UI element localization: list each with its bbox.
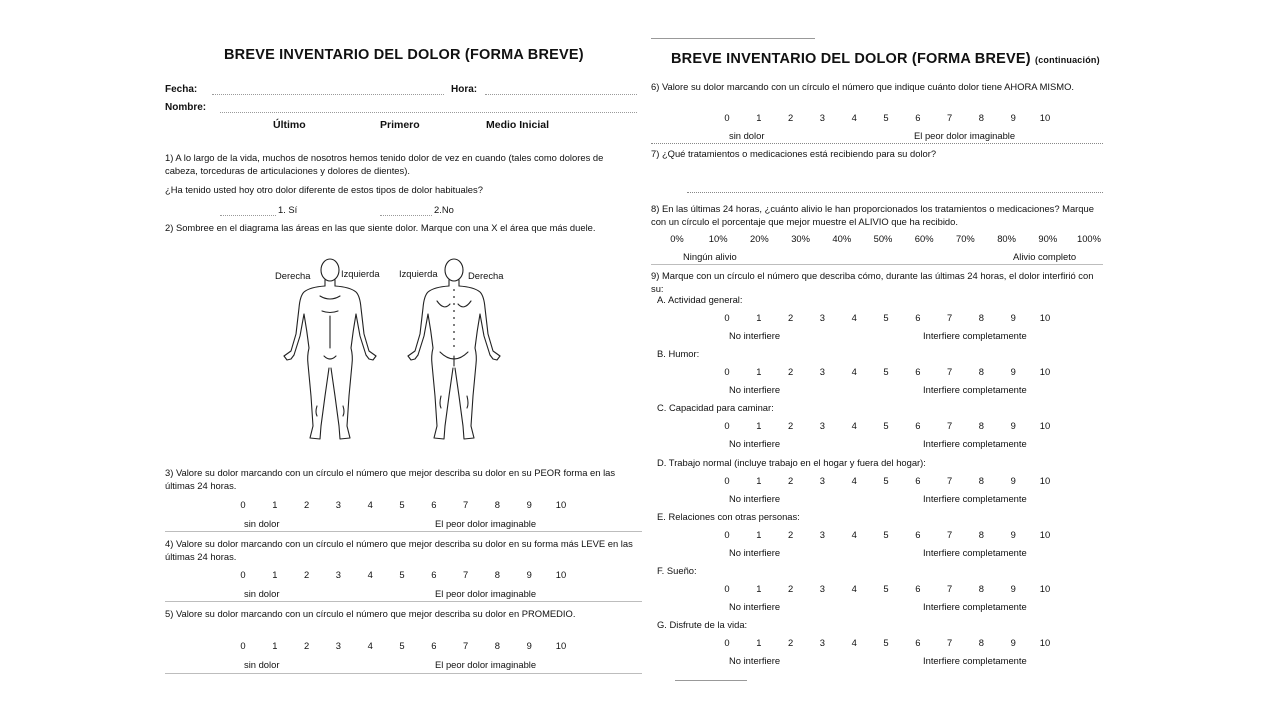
divider xyxy=(165,673,642,674)
scale-option-7[interactable]: 7 xyxy=(946,312,953,323)
divider xyxy=(651,264,1103,265)
scale-option-7[interactable]: 7 xyxy=(946,420,953,432)
divider xyxy=(651,143,1103,144)
scale-option-1[interactable]: 1 xyxy=(272,640,278,651)
scale-option-10[interactable]: 10 xyxy=(1039,474,1051,486)
scale-option-6[interactable]: 6 xyxy=(915,112,921,123)
scale-option-10[interactable]: 10 xyxy=(1039,583,1051,594)
left-page xyxy=(160,0,642,720)
right-page xyxy=(647,0,1107,720)
q3-pain-scale[interactable] xyxy=(240,499,567,511)
scale-option-3[interactable]: 3 xyxy=(819,112,825,123)
scale-option-3[interactable]: 3 xyxy=(819,528,825,540)
scale-option-1[interactable]: 1 xyxy=(272,499,278,510)
q9-item-label: C. Capacidad para caminar: xyxy=(657,402,774,414)
scale-option-1[interactable]: 1 xyxy=(756,528,762,540)
q9-item-label: G. Disfrute de la vida: xyxy=(657,619,748,631)
scale-option-8[interactable]: 8 xyxy=(978,474,984,486)
scale-option-3[interactable]: 3 xyxy=(335,569,341,580)
name-part-middle: Medio Inicial xyxy=(486,119,550,131)
scale-option-8[interactable]: 8 xyxy=(978,366,984,378)
scale-option-6[interactable]: 6 xyxy=(431,569,437,580)
scale-option-7[interactable]: 7 xyxy=(946,528,953,540)
q7-answer-line[interactable] xyxy=(687,192,1103,193)
scale-option-2[interactable]: 2 xyxy=(787,420,794,432)
top-rule xyxy=(651,38,815,39)
scale-option-2[interactable]: 2 xyxy=(787,637,794,649)
scale-option-5[interactable]: 5 xyxy=(883,474,889,486)
scale-option-2[interactable]: 2 xyxy=(303,640,310,651)
scale-option-1[interactable]: 1 xyxy=(756,366,762,378)
scale-option-2[interactable]: 2 xyxy=(303,499,310,510)
q9-anchor-min: No interfiere xyxy=(729,546,781,558)
q9-interference-scale[interactable] xyxy=(724,583,1051,595)
q9-anchor-min: No interfiere xyxy=(729,330,781,341)
q1-yes-blank[interactable] xyxy=(220,215,276,216)
q4-anchor-min: sin dolor xyxy=(244,588,280,599)
q9-anchor-max: Interfiere completamente xyxy=(923,546,1027,558)
scale-option-2[interactable]: 2 xyxy=(787,312,794,323)
q9-anchor-max: Interfiere completamente xyxy=(923,655,1027,667)
scale-option-8[interactable]: 8 xyxy=(978,583,984,594)
q9-interference-scale[interactable] xyxy=(724,366,1051,378)
scale-option-9[interactable]: 9 xyxy=(1010,112,1016,123)
scale-option-8[interactable]: 8 xyxy=(978,420,984,432)
page-title-suffix: (continuación) xyxy=(1035,55,1100,65)
q4-anchor-max: El peor dolor imaginable xyxy=(435,588,537,599)
scale-option-9[interactable]: 9 xyxy=(526,569,532,580)
scale-option-5[interactable]: 5 xyxy=(399,499,405,510)
page-title-continued xyxy=(671,51,1100,67)
page-title-text: BREVE INVENTARIO DEL DOLOR (FORMA BREVE) xyxy=(671,51,1031,67)
scale-option-4[interactable]: 4 xyxy=(367,569,373,580)
front-label-left: Izquierda xyxy=(341,268,380,279)
scale-option-7[interactable]: 7 xyxy=(946,474,953,486)
q9-anchor-min: No interfiere xyxy=(729,384,781,396)
q1-option-yes[interactable]: 1. Sí xyxy=(278,204,298,215)
percent-option[interactable]: 0% xyxy=(670,233,684,244)
scale-option-8[interactable]: 8 xyxy=(494,499,500,510)
q6-text: 6) Valore su dolor marcando con un círculo el número que indique cuánto dolor tiene AHORA MISMO. xyxy=(651,81,1074,92)
q9-interference-scale[interactable] xyxy=(724,420,1051,432)
scale-option-3[interactable]: 3 xyxy=(819,583,825,594)
scale-option-6[interactable]: 6 xyxy=(915,420,921,432)
q5-text: 5) Valore su dolor marcando con un círculo el número que mejor describa su dolor en PROMEDIO. xyxy=(165,608,576,619)
scale-option-0[interactable]: 0 xyxy=(724,474,730,486)
scale-option-4[interactable]: 4 xyxy=(851,312,857,323)
scale-option-0[interactable]: 0 xyxy=(240,569,246,580)
percent-option[interactable]: 50% xyxy=(873,233,893,244)
q9-item-label: D. Trabajo normal (incluye trabajo en el hogar y fuera del hogar): xyxy=(657,456,926,468)
scale-option-0[interactable]: 0 xyxy=(240,499,246,510)
date-field[interactable] xyxy=(212,94,444,95)
scale-option-10[interactable]: 10 xyxy=(1039,112,1051,123)
page-title: BREVE INVENTARIO DEL DOLOR (FORMA BREVE) xyxy=(224,47,584,63)
back-label-right: Derecha xyxy=(468,270,504,281)
scale-option-5[interactable]: 5 xyxy=(883,420,889,432)
scale-option-3[interactable]: 3 xyxy=(819,366,825,378)
time-field[interactable] xyxy=(485,94,637,95)
scale-option-6[interactable]: 6 xyxy=(915,474,921,486)
percent-option[interactable]: 10% xyxy=(708,233,728,244)
scale-option-3[interactable]: 3 xyxy=(335,499,341,510)
divider xyxy=(165,531,642,532)
q9-interference-scale[interactable] xyxy=(724,474,1051,487)
q1-no-blank[interactable] xyxy=(380,215,432,216)
scale-option-3[interactable]: 3 xyxy=(819,420,825,432)
body-back-diagram[interactable] xyxy=(404,256,504,448)
scale-option-3[interactable]: 3 xyxy=(335,640,341,651)
scale-option-5[interactable]: 5 xyxy=(883,312,889,323)
scale-option-6[interactable]: 6 xyxy=(431,640,437,651)
q9-item-label: A. Actividad general: xyxy=(657,294,743,305)
q5-pain-scale[interactable] xyxy=(240,640,567,652)
scale-option-3[interactable]: 3 xyxy=(819,312,825,323)
scale-option-4[interactable]: 4 xyxy=(851,420,857,432)
front-label-right: Derecha xyxy=(275,270,311,281)
scale-option-0[interactable]: 0 xyxy=(240,640,246,651)
q9-anchor-max: Interfiere completamente xyxy=(923,330,1027,341)
scale-option-10[interactable]: 10 xyxy=(1039,312,1051,323)
divider xyxy=(165,601,642,602)
scale-option-8[interactable]: 8 xyxy=(978,528,984,540)
scale-option-10[interactable]: 10 xyxy=(1039,528,1051,540)
q3-anchor-min: sin dolor xyxy=(244,518,280,529)
q9-item-label: F. Sueño: xyxy=(657,565,697,576)
scale-option-4[interactable]: 4 xyxy=(851,474,857,486)
q9-anchor-max: Interfiere completamente xyxy=(923,492,1027,504)
q9-anchor-min: No interfiere xyxy=(729,655,781,667)
scale-option-6[interactable]: 6 xyxy=(915,312,921,323)
scale-option-1[interactable]: 1 xyxy=(272,569,278,580)
scale-option-5[interactable]: 5 xyxy=(883,637,889,649)
q9-interference-scale[interactable] xyxy=(724,637,1051,649)
percent-option[interactable]: 60% xyxy=(914,233,934,244)
name-part-first: Primero xyxy=(380,119,420,131)
scale-option-9[interactable]: 9 xyxy=(1010,420,1016,432)
percent-option[interactable]: 90% xyxy=(1038,233,1058,244)
q8-text: 8) En las últimas 24 horas, ¿cuánto alivio le han proporcionados los tratamientos o medicaciones? Marque con un círculo el porcentaje que mejor muestre el ALIVIO que ha recibido. xyxy=(651,203,1094,227)
scale-option-10[interactable]: 10 xyxy=(1039,366,1051,378)
scale-option-9[interactable]: 9 xyxy=(1010,474,1016,486)
scale-option-9[interactable]: 9 xyxy=(1010,637,1016,649)
q9-interference-scale[interactable] xyxy=(724,528,1051,541)
scale-option-5[interactable]: 5 xyxy=(883,112,889,123)
scale-option-1[interactable]: 1 xyxy=(756,583,762,594)
scale-option-8[interactable]: 8 xyxy=(978,637,984,649)
scale-option-9[interactable]: 9 xyxy=(526,499,532,510)
scale-option-0[interactable]: 0 xyxy=(724,420,730,432)
q2-text: 2) Sombree en el diagrama las áreas en las que siente dolor. Marque con una X el área que más duele. xyxy=(165,222,596,233)
scale-option-6[interactable]: 6 xyxy=(915,366,921,378)
q4-pain-scale[interactable] xyxy=(240,569,567,581)
scale-option-5[interactable]: 5 xyxy=(399,569,405,580)
scale-option-4[interactable]: 4 xyxy=(851,366,857,378)
scale-option-2[interactable]: 2 xyxy=(303,569,310,580)
scale-option-0[interactable]: 0 xyxy=(724,528,730,540)
q9-interference-scale[interactable] xyxy=(724,312,1051,324)
scale-option-2[interactable]: 2 xyxy=(787,583,794,594)
scale-option-7[interactable]: 7 xyxy=(462,499,469,510)
scale-option-1[interactable]: 1 xyxy=(756,420,762,432)
scale-option-4[interactable]: 4 xyxy=(367,499,373,510)
scale-option-9[interactable]: 9 xyxy=(1010,528,1016,540)
scale-option-5[interactable]: 5 xyxy=(399,640,405,651)
scale-option-4[interactable]: 4 xyxy=(851,583,857,594)
scale-option-10[interactable]: 10 xyxy=(555,640,567,651)
scale-option-5[interactable]: 5 xyxy=(883,583,889,594)
q3-text: 3) Valore su dolor marcando con un círculo el número que mejor describa su dolor en su PEOR forma en las últimas 24 horas. xyxy=(165,467,616,491)
scale-option-0[interactable]: 0 xyxy=(724,637,730,649)
name-field[interactable] xyxy=(220,112,637,113)
q9-anchor-max: Interfiere completamente xyxy=(923,438,1027,450)
name-part-last: Último xyxy=(273,119,306,131)
scale-option-2[interactable]: 2 xyxy=(787,366,794,378)
scale-option-2[interactable]: 2 xyxy=(787,528,794,540)
scale-option-0[interactable]: 0 xyxy=(724,312,730,323)
scale-option-6[interactable]: 6 xyxy=(915,528,921,540)
q6-anchor-min: sin dolor xyxy=(729,130,765,141)
q9-anchor-max: Interfiere completamente xyxy=(923,384,1027,396)
scale-option-10[interactable]: 10 xyxy=(555,499,567,510)
q9-anchor-min: No interfiere xyxy=(729,601,781,612)
scale-option-7[interactable]: 7 xyxy=(462,569,469,580)
scale-option-7[interactable]: 7 xyxy=(462,640,469,651)
percent-option[interactable]: 20% xyxy=(750,233,769,244)
q6-anchor-max: El peor dolor imaginable xyxy=(914,130,1016,141)
q1-question: ¿Ha tenido usted hoy otro dolor diferente de estos tipos de dolor habituales? xyxy=(165,184,483,195)
scale-option-3[interactable]: 3 xyxy=(819,637,825,649)
scale-option-7[interactable]: 7 xyxy=(946,366,953,378)
q8-anchor-min: Ningún alivio xyxy=(683,251,737,262)
scale-option-6[interactable]: 6 xyxy=(915,637,921,649)
q9-anchor-min: No interfiere xyxy=(729,438,781,450)
q7-text: 7) ¿Qué tratamientos o medicaciones está recibiendo para su dolor? xyxy=(651,148,937,159)
name-label: Nombre: xyxy=(165,102,207,113)
scale-option-1[interactable]: 1 xyxy=(756,474,762,486)
scale-option-6[interactable]: 6 xyxy=(915,583,921,594)
scale-option-5[interactable]: 5 xyxy=(883,528,889,540)
scale-option-0[interactable]: 0 xyxy=(724,366,730,378)
scale-option-2[interactable]: 2 xyxy=(787,474,794,486)
q5-anchor-min: sin dolor xyxy=(244,659,280,670)
scale-option-10[interactable]: 10 xyxy=(1039,637,1051,649)
back-label-left: Izquierda xyxy=(399,268,438,279)
body-front-diagram[interactable] xyxy=(280,256,380,448)
scale-option-0[interactable]: 0 xyxy=(724,583,730,594)
q1-text: 1) A lo largo de la vida, muchos de nosotros hemos tenido dolor de vez en cuando (tales como dolores de cabeza, torceduras de articulaciones y dolores de dientes). xyxy=(165,152,604,176)
q9-anchor-min: No interfiere xyxy=(729,492,781,504)
scale-option-7[interactable]: 7 xyxy=(946,637,953,649)
q6-pain-scale[interactable] xyxy=(724,112,1051,124)
q1-option-no[interactable]: 2.No xyxy=(434,204,454,215)
scale-option-10[interactable]: 10 xyxy=(555,569,567,580)
q5-anchor-max: El peor dolor imaginable xyxy=(435,659,537,670)
scale-option-10[interactable]: 10 xyxy=(1039,420,1051,432)
q8-relief-scale[interactable] xyxy=(670,233,1101,245)
scale-option-3[interactable]: 3 xyxy=(819,474,825,486)
scale-option-9[interactable]: 9 xyxy=(1010,366,1016,378)
scale-option-8[interactable]: 8 xyxy=(978,312,984,323)
q9-text: 9) Marque con un círculo el número que describa cómo, durante las últimas 24 horas, el dolor interfirió con su: xyxy=(651,270,1094,294)
q9-item-label: B. Humor: xyxy=(657,348,700,360)
q4-text: 4) Valore su dolor marcando con un círculo el número que mejor describa su dolor en su forma más LEVE en las últimas 24 horas. xyxy=(165,538,633,562)
q3-anchor-max: El peor dolor imaginable xyxy=(435,518,537,529)
bottom-rule xyxy=(675,680,747,681)
scale-option-7[interactable]: 7 xyxy=(946,112,953,123)
scale-option-8[interactable]: 8 xyxy=(494,569,500,580)
date-label: Fecha: xyxy=(165,84,198,95)
q8-anchor-max: Alivio completo xyxy=(1013,251,1077,262)
scale-option-4[interactable]: 4 xyxy=(851,637,857,649)
scale-option-9[interactable]: 9 xyxy=(526,640,532,651)
percent-option[interactable]: 30% xyxy=(791,233,810,244)
scale-option-9[interactable]: 9 xyxy=(1010,312,1016,323)
scale-option-2[interactable]: 2 xyxy=(787,112,794,123)
scale-option-0[interactable]: 0 xyxy=(724,112,730,123)
scale-option-4[interactable]: 4 xyxy=(367,640,373,651)
scale-option-9[interactable]: 9 xyxy=(1010,583,1016,594)
scale-option-8[interactable]: 8 xyxy=(494,640,500,651)
time-label: Hora: xyxy=(451,84,478,95)
scale-option-1[interactable]: 1 xyxy=(756,312,762,323)
percent-option[interactable]: 40% xyxy=(832,233,852,244)
scale-option-4[interactable]: 4 xyxy=(851,112,857,123)
q9-item-label: E. Relaciones con otras personas: xyxy=(657,510,800,522)
scale-option-6[interactable]: 6 xyxy=(431,499,437,510)
scale-option-1[interactable]: 1 xyxy=(756,637,762,649)
scale-option-5[interactable]: 5 xyxy=(883,366,889,378)
scale-option-1[interactable]: 1 xyxy=(756,112,762,123)
scale-option-4[interactable]: 4 xyxy=(851,528,857,540)
percent-option[interactable]: 80% xyxy=(997,233,1016,244)
percent-option[interactable]: 70% xyxy=(956,233,975,244)
percent-option[interactable]: 100% xyxy=(1077,233,1101,244)
scale-option-8[interactable]: 8 xyxy=(978,112,984,123)
scale-option-7[interactable]: 7 xyxy=(946,583,953,594)
q9-anchor-max: Interfiere completamente xyxy=(923,601,1027,612)
